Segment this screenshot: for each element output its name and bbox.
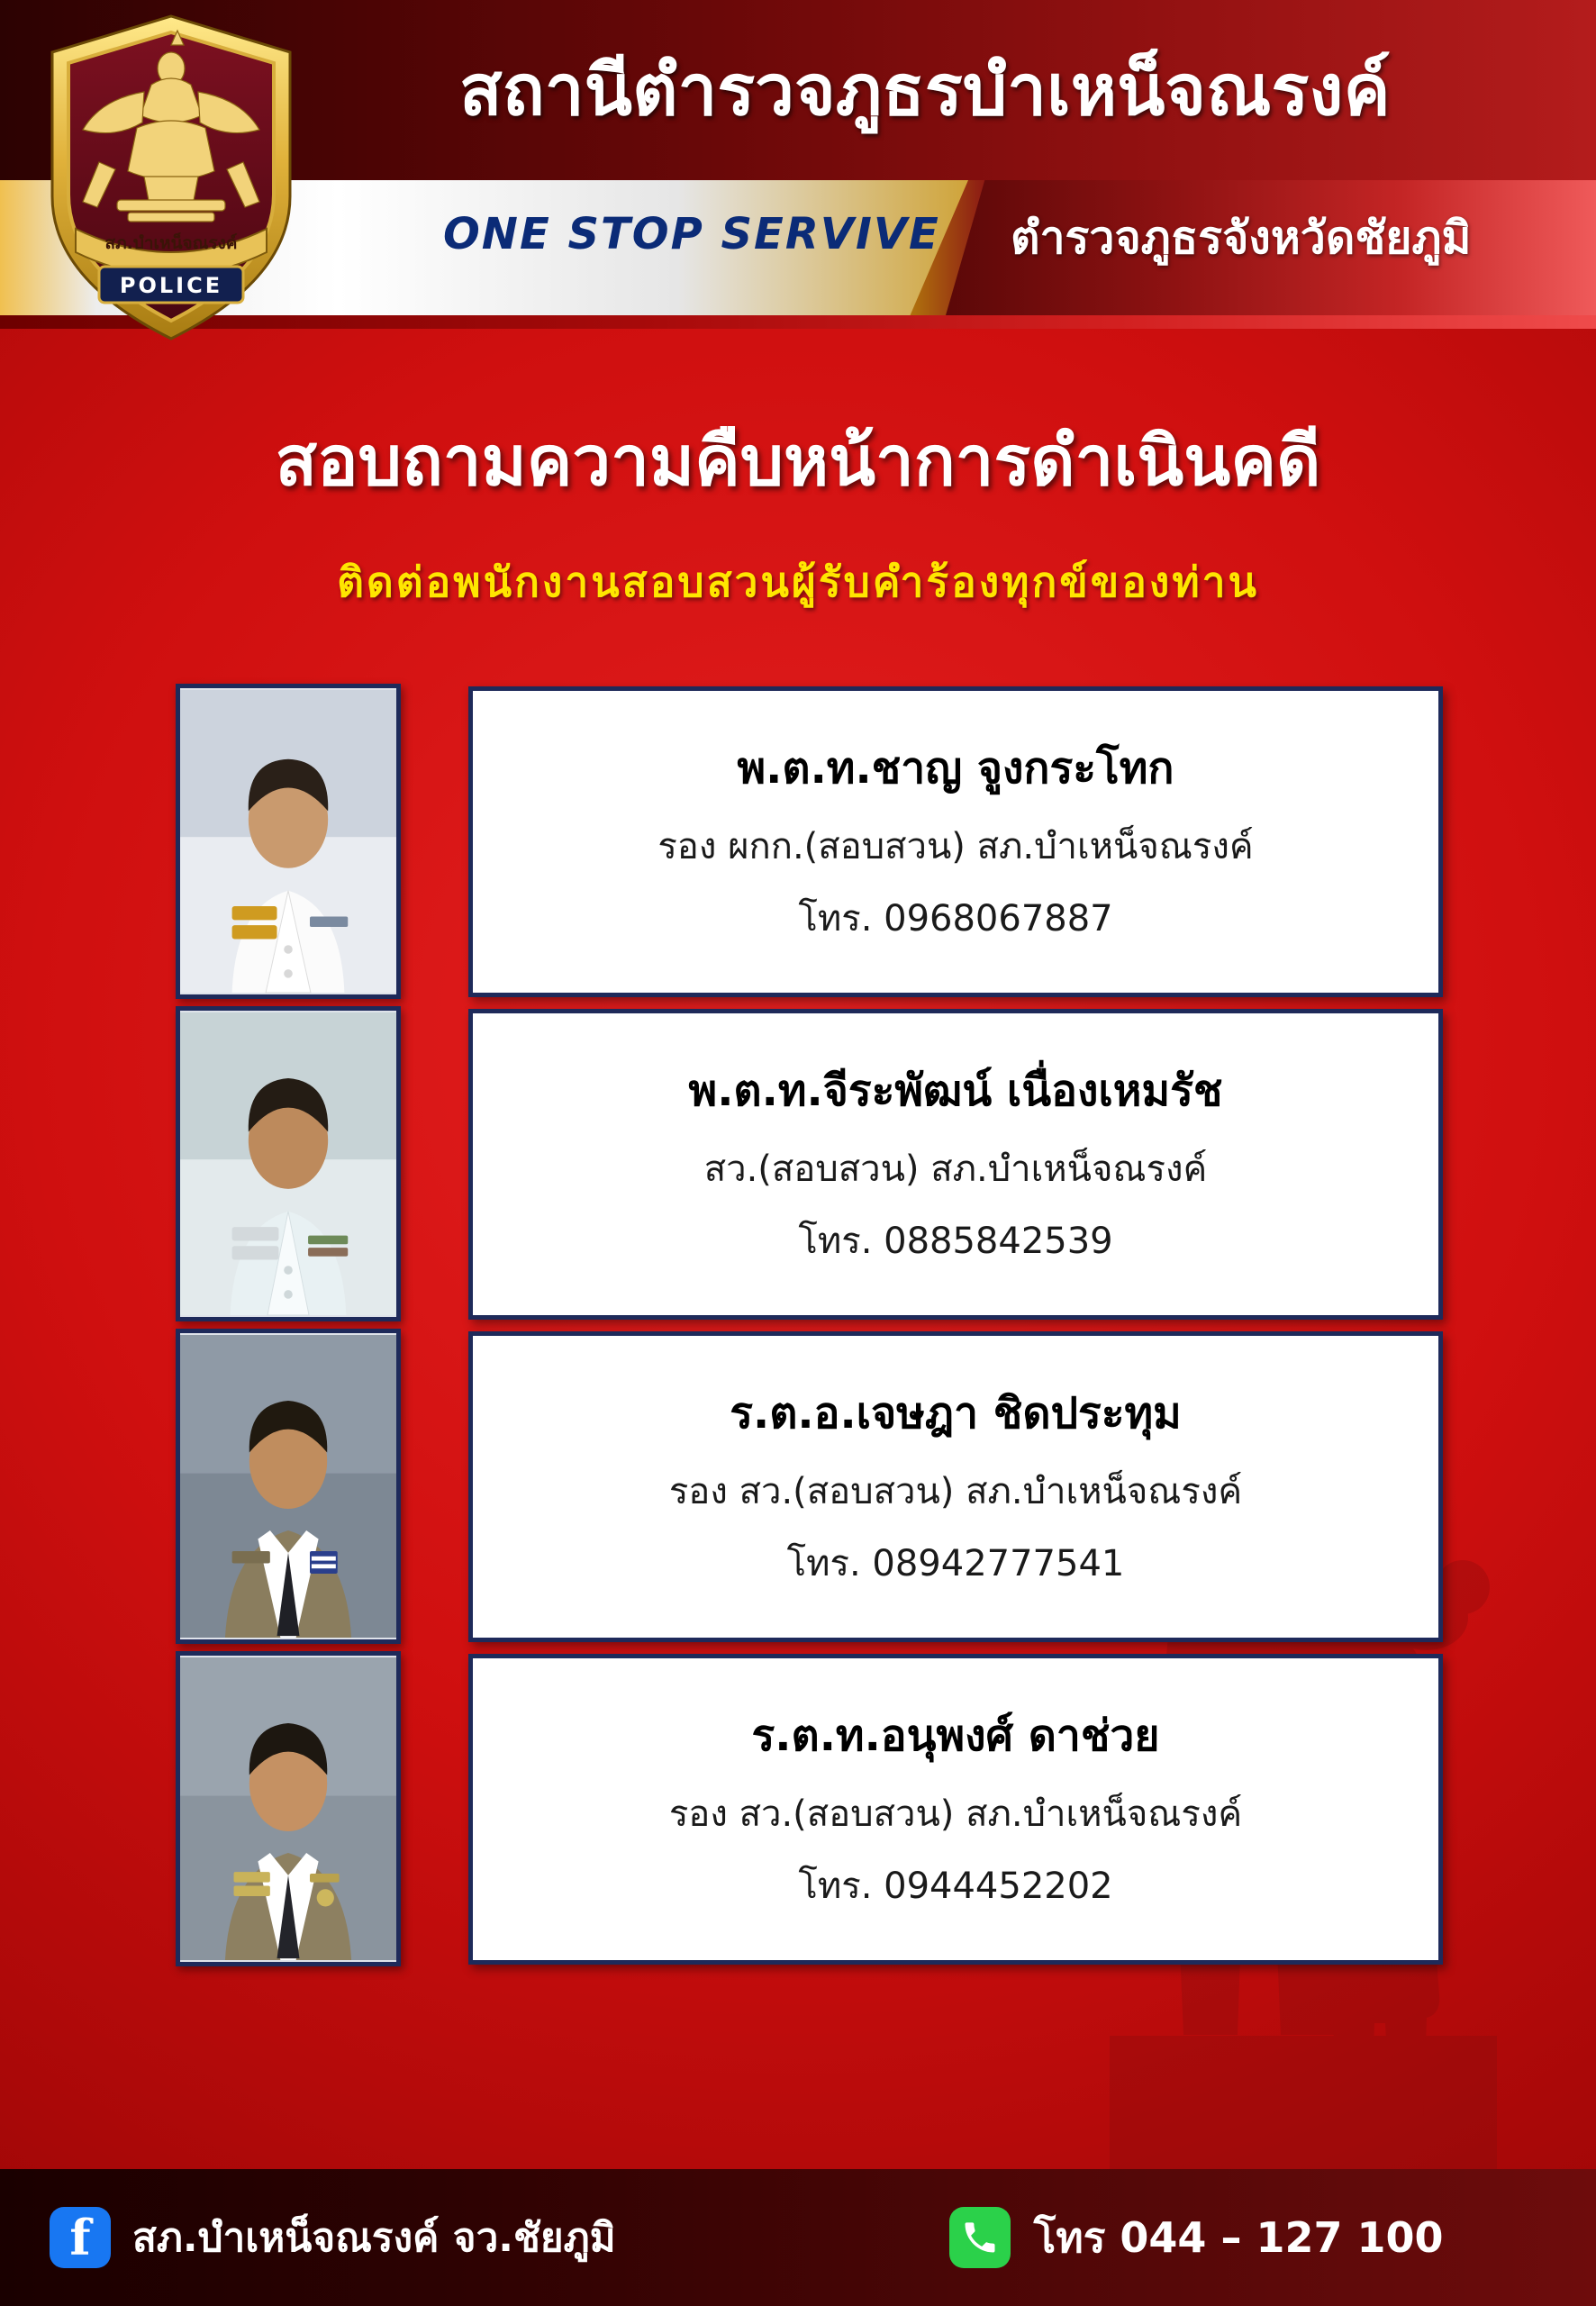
police-badge-icon <box>36 9 306 347</box>
officer-rank: สว.(สอบสวน) สภ.บำเหน็จณรงค์ <box>703 1148 1208 1190</box>
facebook-icon: f <box>50 2207 111 2268</box>
officer-photo <box>176 1651 401 1966</box>
officer-photo <box>176 684 401 999</box>
phone-label: โทร 044 – 127 100 <box>1033 2212 1444 2262</box>
badge-arc-text: สภ.บำเหน็จณรงค์ <box>104 233 238 253</box>
officer-photo <box>176 1329 401 1644</box>
contact-row <box>176 1325 1443 1648</box>
officer-info-card <box>468 1654 1443 1965</box>
facebook-link[interactable] <box>50 2206 616 2269</box>
phone-icon <box>949 2207 1011 2268</box>
station-title: สถานีตำรวจภูธรบำเหน็จณรงค์ <box>459 50 1391 132</box>
contact-row <box>176 680 1443 1003</box>
officer-name: ร.ต.อ.เจษฎา ชิดประทุม <box>730 1388 1182 1439</box>
officer-name: ร.ต.ท.อนุพงศ์ ดาช่วย <box>751 1711 1160 1761</box>
contact-row <box>176 1648 1443 1970</box>
officer-photo <box>176 1006 401 1321</box>
officer-info-card <box>468 1331 1443 1642</box>
phone-contact[interactable] <box>949 2205 1444 2271</box>
contact-list <box>0 680 1596 1970</box>
officer-rank: รอง สว.(สอบสวน) สภ.บำเหน็จณรงค์ <box>668 1471 1243 1512</box>
badge-bottom-text: POLICE <box>119 273 223 298</box>
page-footer <box>0 2169 1596 2306</box>
officer-phone[interactable]: โทร. 08942777541 <box>786 1543 1125 1584</box>
officer-phone[interactable]: โทร. 0885842539 <box>798 1221 1113 1262</box>
officer-phone[interactable]: โทร. 0968067887 <box>798 898 1113 940</box>
officer-name: พ.ต.ท.ชาญ จูงกระโทก <box>737 743 1174 794</box>
officer-phone[interactable]: โทร. 0944452202 <box>798 1866 1113 1907</box>
facebook-label: สภ.บำเหน็จณรงค์ จว.ชัยภูมิ <box>132 2215 616 2261</box>
officer-rank: รอง สว.(สอบสวน) สภ.บำเหน็จณรงค์ <box>668 1793 1243 1835</box>
province-police-label: ตำรวจภูธรจังหวัดชัยภูมิ <box>1011 212 1472 264</box>
page-headline: สอบถามความคืบหน้าการดำเนินคดี <box>275 421 1321 501</box>
page-subheadline: ติดต่อพนักงานสอบสวนผู้รับคำร้องทุกข์ของท่าน <box>337 558 1259 606</box>
one-stop-service-label: ONE STOP SERVIVE <box>443 209 940 259</box>
officer-info-card <box>468 1009 1443 1320</box>
officer-info-card <box>468 686 1443 997</box>
contact-row <box>176 1003 1443 1325</box>
officer-rank: รอง ผกก.(สอบสวน) สภ.บำเหน็จณรงค์ <box>657 826 1254 867</box>
officer-name: พ.ต.ท.จีระพัฒน์ เนื่องเหมรัช <box>688 1066 1223 1116</box>
